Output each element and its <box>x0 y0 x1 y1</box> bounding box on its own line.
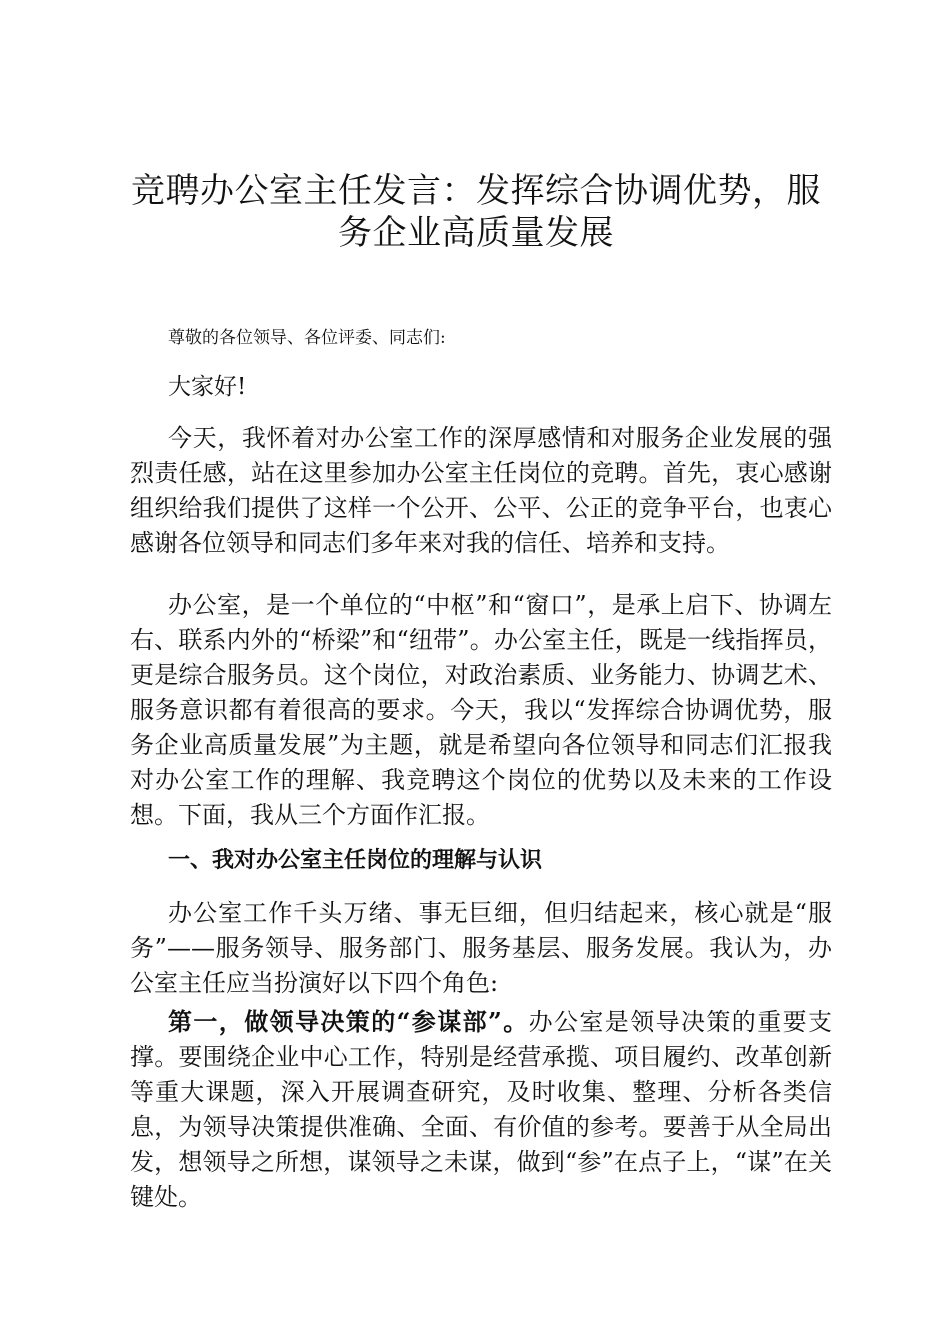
greeting-line: 大家好! <box>168 374 247 400</box>
section-heading-1: 一、我对办公室主任岗位的理解与认识 <box>168 847 543 873</box>
role1-body: 办公室是领导决策的重要支撑。要围绕企业中心工作，特别是经营承揽、项目履约、改革创新等重大课题，深入开展调查研究，及时收集、整理、分析各类信息，为领导决策提供准确、全面、有价值的参考。要善于从全局出发，想领导之所想，谋领导之未谋，做到“参”在点子上，“谋”在关键处。 <box>130 1008 833 1211</box>
section1-role1 <box>130 1004 832 1215</box>
role1-lead: 第一，做领导决策的“参谋部”。 <box>168 1007 529 1036</box>
document-title: 竞聘办公室主任发言：发挥综合协调优势，服务企业高质量发展 <box>131 171 821 253</box>
section1-intro: 办公室工作千头万绪、事无巨细，但归结起来，核心就是“服务”——服务领导、服务部门、服务基层、服务发展。我认为，办公室主任应当扮演好以下四个角色: <box>130 899 832 997</box>
salutation: 尊敬的各位领导、各位评委、同志们: <box>168 328 446 348</box>
paragraph-opening: 今天，我怀着对办公室工作的深厚感情和对服务企业发展的强烈责任感，站在这里参加办公室主任岗位的竞聘。首先，衷心感谢组织给我们提供了这样一个公开、公平、公正的竞争平台，也衷心感谢各位领导和同志们多年来对我的信任、培养和支持。 <box>130 424 832 557</box>
paragraph-office-role: 办公室，是一个单位的“中枢”和“窗口”，是承上启下、协调左右、联系内外的“桥梁”和“纽带”。办公室主任，既是一线指挥员，更是综合服务员。这个岗位，对政治素质、业务能力、协调艺术、服务意识都有着很高的要求。今天，我以“发挥综合协调优势，服务企业高质量发展”为主题，就是希望向各位领导和同志们汇报我对办公室工作的理解、我竞聘这个岗位的优势以及未来的工作设想。下面，我从三个方面作汇报。 <box>130 591 832 829</box>
